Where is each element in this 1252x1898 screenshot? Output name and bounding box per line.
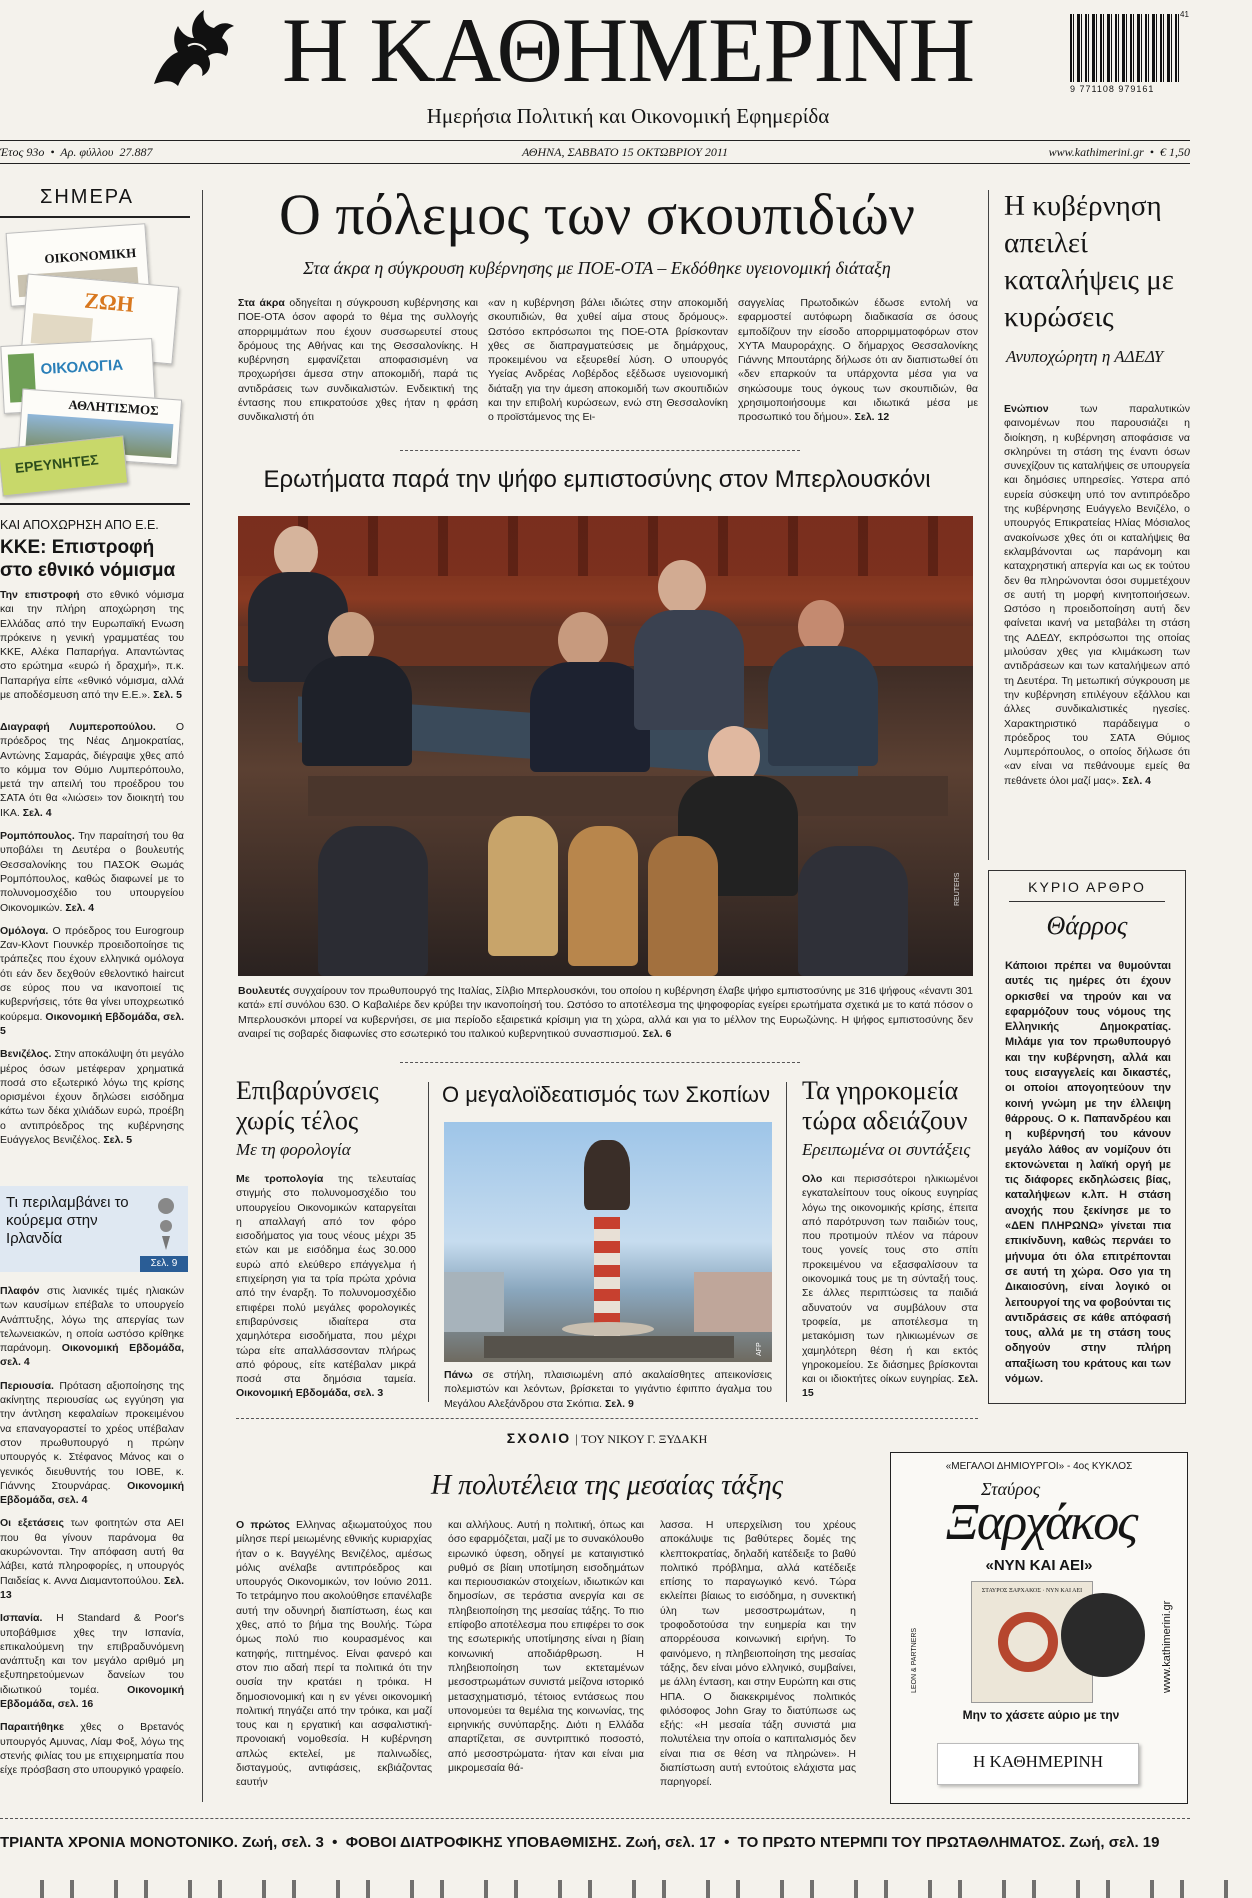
sidebar-briefs-a (0, 720, 184, 1156)
ad-brand: Η ΚΑΘΗΜΕΡΙΝΗ (972, 1752, 1104, 1771)
album-cover-text: ΣΤΑΥΡΟΣ ΞΑΡΧΑΚΟΣ · ΝΥΝ ΚΑΙ ΑΕΙ (981, 1588, 1083, 1594)
dateline-left: Έτος 93ο • Αρ. φύλλου 27.887 (0, 145, 153, 159)
brief-item[interactable]: Διαγραφή Λυμπεροπούλου. Ο πρόεδρος της Νέας Δημοκρατίας, Αντώνης Σαμαράς, διέγραψε χθες από το κόμμα τον Θύμιο Λυμπερόπουλο, μετά την απειλή του προέδρου του ΣΑΤΑ ότι θα «λιώσει» τον διοικητή του ΙΚΑ. Σελ. 4 (0, 721, 184, 819)
sidebar-lead-body: Την επιστροφή στο εθνικό νόμισμα και την πλήρη αποχώρηση της Ελλάδας από την Ευρωπαϊκή Ενωση πρόκεινε η γενική γραμματέας του ΚΚΕ, Αλέκα Παπαρήγα. Απαντώντας στο ερώτημα «ευρώ ή δραχμή», π.κ. Παπαρήγα είπε «εθνικό νόμισμα, αλλά με αποδέσμευση από την Ε.Ε.». Σελ. 5 (0, 589, 184, 702)
brief-item[interactable]: Παραιτήθηκε χθες ο Βρετανός υπουργός Αμυνας, Λίαμ Φοξ, λόγω της στενής φιλίας του με επιχειρηματία που είχε πρόσβαση στο υπουργικό γραφείο. (0, 1721, 184, 1777)
comment-author: ΤΟΥ ΝΙΚΟΥ Γ. ΞΥΔΑΚΗ (580, 1432, 708, 1446)
ad-series: «ΜΕΓΑΛΟΙ ΔΗΜΙΟΥΡΓΟΙ» - 4ος ΚΥΚΛΟΣ (945, 1461, 1133, 1472)
lead-deck: Στα άκρα η σύγκρουση κυβέρνησης με ΠΟΕ-ΟΤΑ – Εκδόθηκε υγειονομική διάταξη (303, 258, 891, 278)
supplements-stack[interactable] (0, 224, 192, 494)
lead-headline[interactable]: Ο πόλεμος των σκουπιδιών (278, 182, 916, 247)
supplement-ecology[interactable]: ΟΙΚΟΛΟΓΙΑ (0, 338, 155, 414)
next-page-strip (0, 1880, 1252, 1898)
tax-body: Με τροπολογία της τελευταίας στιγμής στο πολυνομοσχέδιο του υπουργείου Οικονομικών καταργείται η απαλλαγή από τον φόρο εισοδήματος για τους νέους μέχρι 35 ετών και με εισόδημα έως 30.000 ευρώ από ελεύθερο επάγγελμα ή επιχείρηση για τα τρία πρώτα χρόνια από την έναρξη. Το πολυνομοσχέδιο επιφέρει πολύ μεγάλες φορολογικές επιβαρύνσεις ιδιαίτερα στα χαμηλότερα εισοδήματα, που μέχρι τώρα είτε απαλλάσσονταν πλήρως από φόρους, είτε κατέβαλαν μικρά ποσά στα δημόσια ταμεία. Οικονομική Εβδομάδα, σελ. 3 (236, 1173, 416, 1400)
brief-item[interactable]: Ομόλογα. Ο πρόεδρος του Eurogroup Ζαν-Κλοντ Γιουνκέρ προειδοποίησε τις τράπεζες που έχουν ελληνικά ομόλογα ότι εάν δεν δεχθούν εθελοντικό haircut σε εύρος που να ικανοποιεί τις κυβερνήσεις, τότε θα γίνει υποχρεωτικό κούρεμα. Οικονομική Εβδομάδα, σελ. 5 (0, 924, 184, 1037)
cd-disc-icon (1061, 1593, 1145, 1677)
dateline-center: ΑΘΗΝΑ, ΣΑΒΒΑΤΟ 15 ΟΚΤΩΒΡΙΟΥ 2011 (521, 145, 728, 159)
alexander-statue-photo (444, 1122, 772, 1362)
supplement-researchers[interactable]: ΕΡΕΥΝΗΤΕΣ (0, 436, 128, 497)
homes-body: Ολο και περισσότεροι ηλικιωμένοι εγκαταλείπουν τους οίκους ευγηρίας λόγω της οικονομικής κρίσης, έπειτα από παρότρυνση των παιδιών τους, που προτιμούν πλέον να πάρουν τους γονείς τους στο σπίτι προκειμένου να εξασφαλίσουν τα οικονομικά τους με τη σύνταξή τους. Σε άλλες περιπτώσεις τα παιδιά αδυνατούν να συμβάλουν στα τροφεία, με αποτέλεσμα τη μετακόμιση των ηλικιωμένων σε χαμηλότερη θέση ή και εκτός γηροκομείου. Σε διάσημες βρίσκονται και οι ιδιοκτήτες οίκων ευγηρίας. Σελ. 15 (802, 1173, 979, 1400)
tax-headline[interactable]: Επιβαρύνσεις χωρίς τέλος (236, 1076, 379, 1135)
photo-caption: Βουλευτές συγχαίρουν τον πρωθυπουργό της Ιταλίας, Σίλβιο Μπερλουσκόνι, του οποίου η κυβέρνηση έλαβε ψήφο εμπιστοσύνης με 316 ψήφους «έναντι 301 κατά» επί συνόλου 630. Ο Καβαλιέρε δεν κρύβει την ικανοποίησή του. Ωστόσο το αποτέλεσμα της ψηφοφορίας εγείρει ερωτήματα σχετικά με το κατά πόσον ο Μπερλουσκόνι μπορεί να κυβερνήσει, σε μια περίοδο εξαιρετικά κρίσιμη για τη χώρα, αλλά και για το μέλλον της Ευρωζώνης. Η ψήφος εμπιστοσύνης δεν αναιρεί τις σοβαρές διαφωνίες στο εσωτερικό του ιταλικού κυβερνητικού συνασπισμού. Σελ. 6 (238, 985, 973, 1040)
skopje-headline[interactable]: Ο μεγαλοϊδεατισμός των Σκοπίων (442, 1082, 770, 1107)
today-label: ΣΗΜΕΡΑ (40, 186, 135, 208)
right-body: Ενώπιον των παραλυτικών φαινομένων που παρουσιάζει η διοίκηση, η κυβέρνηση αποφάσισε να σκληρύνει τη στάση της έναντι όσων συνεχίζουν τις καταλήψεις σε υπουργεία και δημόσιες υπηρεσίες. Υστερα από ευρεία σύσκεψη υπό τον αντιπρόεδρο της κυβέρνησης Ευάγγελο Βενιζέλο, ο υπουργός Επικρατείας Ηλίας Μόσιαλος ανακοίνωσε χθες ότι οι καταλήψεις θα εκλαμβάνονται ως παράνομη και καταχρηστική απεργία και ως εκ τούτου δεν θα πληρώνονται όσοι συμμετέχουν σε αυτή τη μορφή κινητοποιήσεων. Ωστόσο η προειδοποίηση αυτή δεν φαίνεται ικανή να μεταβάλει τη στάση της ΑΔΕΔΥ, εκπρόσωποι της οποίας μιλούσαν χθες για κλιμάκωση των αντιδράσεων και των καταλήψεων από τη Δευτέρα. Τη μετωπική σύγκρουση με την κυβέρνηση επιλέγουν εξάλλου και άλλες συνδικαλιστικές ηγεσίες. Χαρακτηριστικό παράδειγμα ο πρόεδρος του ΣΑΤΑ Θύμιος Λυμπερόπουλος, ο οποίος δήλωσε ότι «αν είναι να πεθάνουμε εμείς θα πεθάνετε όλοι μαζί μας». Σελ. 4 (1004, 403, 1190, 787)
ireland-promo[interactable] (0, 1186, 188, 1272)
editorial-title[interactable]: Θάρρος (1046, 911, 1128, 940)
sidebar-lead-headline[interactable]: ΚΚΕ: Επιστροφή στο εθνικό νόμισμα (0, 537, 176, 581)
ad-side-right: www.kathimerini.gr (1161, 1600, 1173, 1693)
supplement-life[interactable]: ΖΩΗ (21, 274, 179, 365)
supplement-sports[interactable]: ΑΘΛΗΤΙΣΜΟΣ (18, 388, 182, 465)
ad-script-top: Σταύρος (981, 1479, 1041, 1499)
dateline-right[interactable]: www.kathimerini.gr • € 1,50 (1048, 145, 1190, 159)
homes-deck: Ερειπωμένα οι συντάξεις (802, 1140, 971, 1159)
lead-body: Στα άκρα οδηγείται η σύγκρουση κυβέρνησης και ΠΟΕ-ΟΤΑ όσον αφορά το θέμα της συλλογής απορριμμάτων που έχουν συσσωρευτεί στους δρόμους της Αθήνας και της Θεσσαλονίκης. Η κυβέρνηση εμφανίζεται αποφασισμένη να προχωρήσει άμεσα στην αποκομιδή, παρά τις αντιδράσεις των συνδικαλιστών. Ενδεικτική της έντασης που επικρατούσε χθες ήταν η φράση συνδικαλιστή ότι «αν η κυβέρνηση βάλει ιδιώτες στην αποκομιδή σκουπιδιών, θα χυθεί αίμα στους δρόμους». Ωστόσο εκπρόσωποι της ΠΟΕ-ΟΤΑ βρίσκονταν χθες σε διαπραγματεύσεις με δημάρχους, προκειμένου να εξευρεθεί λύση. Ο υπουργός Υγείας Ανδρέας Λοβέρδος εξέδωσε υγειονομική διάταξη για την άμεση αποκομιδή των σκουπιδιών και την επιβολή κυρώσεων, ενώ στη Θεσσαλονίκη ο προϊστάμενος της Ει- σαγγελίας Πρωτοδικών έδωσε εντολή να εφαρμοστεί αυτόφωρη διαδικασία σε όσους εμποδίζουν την είσοδο απορριμματοφόρων στον ΧΥΤΑ Μαυροράχης. Ο δήμαρχος Θεσσαλονίκης Γιάννης Μπουτάρης δήλωσε ότι αν διαπιστωθεί ότι «δεν επαρκούν τα υπάρχοντα μέσα για να σηκώσουμε τους όγκους των σκουπιδιών, θα χρησιμοποιήσουμε και ιδιωτικά μέσα με προσωπικό του δήμου». Σελ. 12 (238, 297, 978, 424)
editorial-label: ΚΥΡΙΟ ΑΡΘΡΟ (1028, 879, 1146, 895)
barcode-issue: 41 (1180, 10, 1189, 19)
brief-item[interactable]: Βενιζέλος. Στην αποκάλυψη ότι μεγάλο μέρος όσων μετέφεραν χρηματικά ποσά στο εξωτερικό λόγω της κρίσης ορισμένοι έχουν δηλώσει εισόδημα κάτω των δέκα χιλιάδων ευρώ, προέβη ο αντιπρόεδρος της κυβέρνησης Ευάγγελος Βενιζέλος. Σελ. 5 (0, 1048, 184, 1147)
footer-ticker[interactable]: ΤΡΙΑΝΤΑ ΧΡΟΝΙΑ ΜΟΝΟΤΟΝΙΚΟ. Ζωή, σελ. 3 • ΦΟΒΟΙ ΔΙΑΤΡΟΦΙΚΗΣ ΥΠΟΒΑΘΜΙΣΗΣ. Ζωή, σελ. 17 • ΤΟ ΠΡΩΤΟ ΝΤΕΡΜΠΙ ΤΟΥ ΠΡΩΤΑΘΛΗΜΑΤΟΣ. Ζωή, σελ. 19 (0, 1834, 1160, 1851)
sidebar-briefs-b (0, 1284, 184, 1787)
scissors-icon (150, 1196, 182, 1252)
photo-headline[interactable]: Ερωτήματα παρά την ψήφο εμπιστοσύνης στον Μπερλουσκόνι (263, 466, 931, 493)
ad-script-name: Ξαρχάκος (945, 1494, 1137, 1551)
homes-headline[interactable]: Τα γηροκομεία τώρα αδειάζουν (802, 1076, 968, 1135)
brief-item[interactable]: Πλαφόν στις λιανικές τιμές ηλιακών των καυσίμων επέβαλε το υπουργείο Ανάπτυξης, λόγω της απεργίας των τελωνειακών, η οποία ωστόσο κρίθηκε παράνομη. Οικονομική Εβδομάδα, σελ. 4 (0, 1285, 184, 1369)
ad-side-left: LEON & PARTNERS (911, 1627, 918, 1693)
supplement-economy[interactable]: ΟΙΚΟΝΟΜΙΚΗ (6, 223, 151, 307)
newspaper-subtitle: Ημερήσια Πολιτική και Οικονομική Εφημερίδα (426, 104, 830, 128)
editorial-box (988, 870, 1186, 1404)
right-headline[interactable]: Η κυβέρνηση απειλεί καταλήψεις με κυρώσεις (1004, 190, 1174, 333)
brief-item[interactable]: Περιουσία. Πρόταση αξιοποίησης της ακίνητης περιουσίας ως εγγύηση για την άντληση κεφαλαίων προκειμένου να επαναγοραστεί το χρέος υπέβαλαν στον πρωθυπουργό η πρώην υπουργός κ. Στέφανος Μάνος και ο γενικός διευθυντής του ΙΟΒΕ, κ. Γιάννης Στουρνάρας. Οικονομική Εβδομάδα, σελ. 4 (0, 1379, 184, 1507)
barcode-number: 9 771108 979161 (1070, 84, 1155, 94)
brief-item[interactable]: Ισπανία. Η Standard & Poor's υποβάθμισε χθες την Ισπανία, επικαλούμενη την επιβραδυνόμενη ανάπτυξη και τον μεγάλο αριθμό μη εξυπηρετούμενων δανείων του ιδιωτικού τομέα. Οικονομική Εβδομάδα, σελ. 16 (0, 1612, 184, 1711)
ad-album: «ΝΥΝ ΚΑΙ ΑΕΙ» (985, 1557, 1093, 1574)
editorial-body: Κάποιοι πρέπει να θυμούνται αυτές τις ημέρες ότι έχουν ορκισθεί να τηρούν και να εφαρμόζουν τους νόμους της Ελληνικής Δημοκρατίας. Μιλάμε για τον πρωθυπουργό και την κυβέρνηση, αλλά και τους εισαγγελείς και δικαστές, οι οποίοι απογοητεύουν την κοινή γνώμη με την έλλειψη θάρρους. Ο κ. Παπανδρέου και η κυβέρνησή του κάνουν μεγάλο λάθος αν νομίζουν ότι εκτονώνεται η λαϊκή οργή με τις διάφορες εκδηλώσεις βίας, καταλήψεων κ.λπ. Η στάση ανοχής που ξεκίνησε με το «ΔΕΝ ΠΛΗΡΩΝΩ» γίνεται πια επικίνδυνη, καθώς περνάει το μήνυμα ότι όλα επιτρέπονται σε αυτή τη χώρα. Οσο για τη Δικαιοσύνη, είναι λογικό οι λειτουργοί της να φοβούνται τις αντιδράσεις σε κάθε απόφασή τους, αλλά με τη στάση τους οδηγούν στην πλήρη απαξίωση του κράτους και των νόμων. (1005, 960, 1171, 1386)
wreath-icon (998, 1612, 1058, 1672)
comment-title[interactable]: Η πολυτέλεια της μεσαίας τάξης (430, 1470, 784, 1501)
ad-slogan: Μην το χάσετε αύριο με την (962, 1708, 1120, 1722)
comment-header: ΣΧΟΛΙΟ | ΤΟΥ ΝΙΚΟΥ Γ. ΞΥΔΑΚΗ (506, 1430, 708, 1446)
photo-credit: REUTERS (954, 872, 961, 906)
album-ad[interactable] (890, 1452, 1188, 1804)
right-deck: Ανυποχώρητη η ΑΔΕΔΥ (1006, 347, 1164, 366)
newspaper-title[interactable]: Η ΚΑΘΗΜΕΡΙΝΗ (281, 0, 975, 101)
comment-body: Ο πρώτος Ελληνας αξιωματούχος που μίλησε περί μειωμένης εθνικής κυριαρχίας ήταν ο κ. Βαγγέλης Βενιζέλος, αμέσως μόλις ανέλαβε αντιπρόεδρος και υπουργός Οικονομικών, τον Ιούνιο 2011. Το τετράμηνο που ακολούθησε επανέλαβε αυτή την οδυνηρή διαπίστωση, έως και χθες, από το βήμα της Βουλής. Τώρα όμως πολύ πιο κουρασμένος και κατηφής, πιττημένος. Είναι φανερό και στον πιο αδαή περί τα πολιτικά ότι την ουσία την κρατάει η τρόικα. Η δημοσιονομική και η εν γένει οικονομική πολιτική πηγάζει από την τρόικα, και μαζί τους και η εργατική και ασφαλιστική-προνοιακή νομοθεσία. Η κυβέρνηση απλώς εκτελεί, με παλινωδίες, δισταγμούς, αντιφάσεις, εκβιάζοντας εαυτήν και αλλήλους. Αυτή η πολιτική, όπως και όσο εφαρμόζεται, μαζί με το συνακόλουθο ειρωνικό ύφεση, οδηγεί με καταιγιστικό ρυθμό σε βίαιη υποτίμηση εισοδημάτων και περιουσιακών στοιχείων, ιδιωτικών και δημοσίων, σε τεράστια ανεργία και σε πληβειοποίηση της μεσαίας τάξης. Το πιο επίφοβο αποτέλεσμα που επιφέρει το σοκ της εσωτερικής υποτίμησης είναι η βίαιη κοινωνική αποδιάρθρωση. Η πληβειοποίηση των εκτεταμένων μεσοστρωμάτων συνιστά μείζονα ιστορικό μετασχηματισμό, τέτοιος εντάσεως που υπονομεύει τα θεμέλια της κοινωνίας, της ειρηνικής συνύπαρξης. Διότι η Ελλάδα απαρτίζεται, σε συντριπτικό ποσοστό, από μεσοστρώματα· ήταν και είναι μια μικρομεσαία θά- λασσα. Η υπερχείλιση του χρέους αποκάλυψε τις βαθύτερες δομές της κλεπτοκρατίας, δηλαδή κατέδειξε το βαθύ πολιτικό πρόβλημα, αλλά κατέδειξε επίσης το παραγωγικό κενό. Τώρα εκλείπει βίαιως το εισόδημα, η συνεκτική ύλη των μεσοστρωμάτων, η τροφοδοτούσα την ευημερία και την απορρέουσα κοινωνική ειρήνη. Το φαινόμενο, η πληβειοποίηση της μεσαίας τάξης, δεν είναι μόνο ελληνικό, συμβαίνει, με άλλη ένταση, και στην Ευρώπη και στις ΗΠΑ. Ο διακεκριμένος πολιτικός φιλόσοφος John Gray το διατύπωσε ως εξής: «Η μεσαία τάξη συνιστά μια πολυτέλεια την οποία ο καπιταλισμός δεν είναι πια σε θέση να πληρώνει». Η διαπίστωση αυτή εντούτοις ελάχιστα μας παρηγορεί. (236, 1519, 856, 1789)
ireland-promo-text: Τι περιλαμβάνει το κούρεμα στην Ιρλανδία (6, 1194, 129, 1247)
ireland-promo-ref[interactable]: Σελ. 9 (140, 1256, 188, 1272)
ad-newspaper (937, 1743, 1139, 1785)
winged-lion-logo (148, 6, 240, 92)
skopje-caption: Πάνω σε στήλη, πλαισιωμένη από ακαλαίσθητες απεικονίσεις πολεμιστών και λεόντων, βρίσκεται το γιγάντιο έφιππο άγαλμα του Μεγάλου Αλεξάνδρου στα Σκόπια. Σελ. 9 (444, 1369, 772, 1410)
comment-label: ΣΧΟΛΙΟ (506, 1430, 572, 1446)
brief-item[interactable]: Ρομπόπουλος. Την παραίτησή του θα υποβάλει τη Δευτέρα ο βουλευτής Θεσσαλονίκης του ΠΑΣΟΚ Θωμάς Ρομπόπουλος, καθώς διαφωνεί με το πολυνομοσχέδιο του υπουργείου Οικονομικών. Σελ. 4 (0, 830, 184, 914)
barcode (1070, 10, 1192, 104)
brief-item[interactable]: Οι εξετάσεις των φοιτητών στα ΑΕΙ που θα γίνουν παράνομα θα ακυρώνονται. Την απόφαση αυτή θα λάβει, κατά πληροφορίες, η υπουργός Παιδείας κ. Αννα Διαμαντοπούλου. Σελ. 13 (0, 1517, 184, 1601)
skopje-credit: AFP (756, 1342, 763, 1356)
sidebar-section-label: ΚΑΙ ΑΠΟΧΩΡΗΣΗ ΑΠΟ Ε.Ε. (0, 518, 159, 532)
masthead (0, 0, 1252, 140)
berlusconi-photo (238, 516, 973, 976)
tax-deck: Με τη φορολογία (236, 1140, 351, 1159)
